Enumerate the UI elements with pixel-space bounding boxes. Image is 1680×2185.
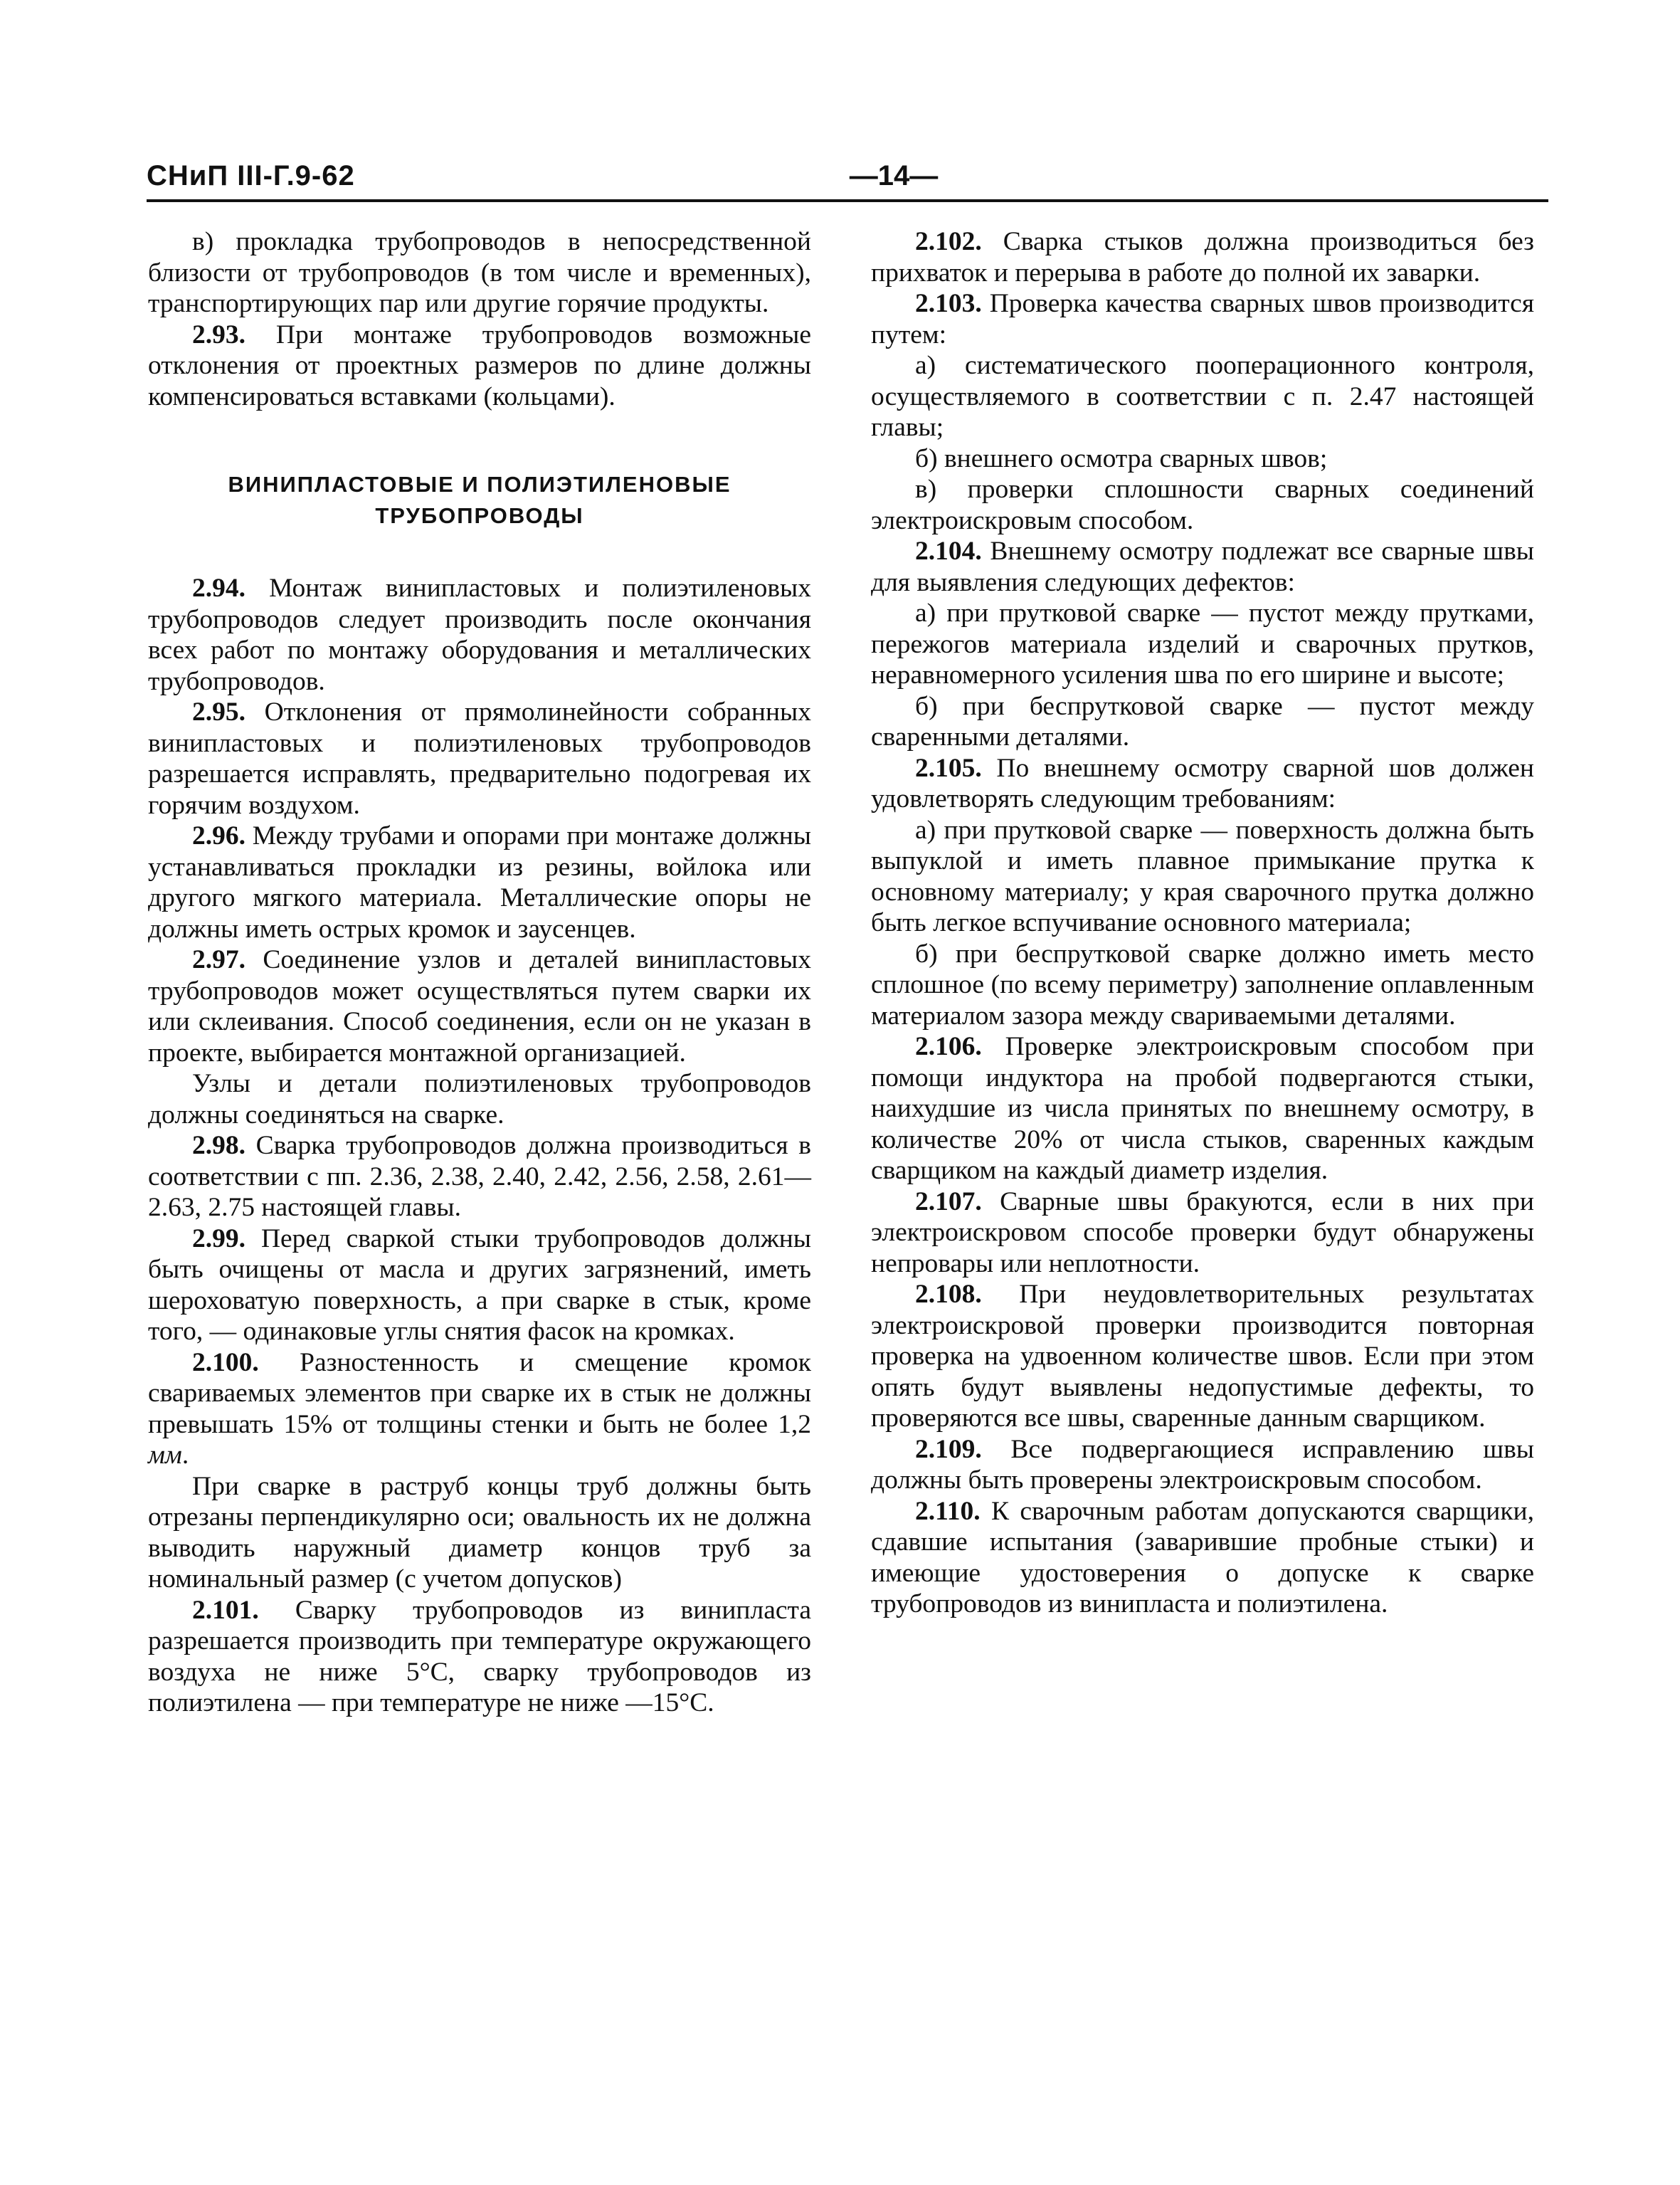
clause-end: . bbox=[181, 1441, 189, 1470]
clause-number: 2.103. bbox=[915, 289, 982, 318]
list-item-2-104-a: а) при прутковой сварке — пустот между прутками, пережогов материала изделий и сварочных прутков, неравномерного усиления шва по его ширине и высоте; bbox=[871, 599, 1534, 690]
clause-number: 2.99. bbox=[192, 1223, 245, 1253]
paragraph-2-94 bbox=[148, 573, 811, 697]
clause-number: 2.97. bbox=[192, 945, 245, 974]
paragraph-2-107 bbox=[871, 1186, 1534, 1280]
clause-number: 2.95. bbox=[192, 697, 245, 727]
clause-text: Между трубами и опорами при монтаже должны устанавливаться прокладки из резины, войлока или другого мягкого материала. Металлические опоры не должны иметь острых кромок и заусенцев. bbox=[148, 821, 811, 944]
page-number: —14— bbox=[849, 160, 939, 191]
paragraph-2-101 bbox=[148, 1595, 811, 1719]
clause-number: 2.105. bbox=[915, 753, 982, 783]
paragraph-2-102 bbox=[871, 226, 1534, 288]
paragraph-2-110 bbox=[871, 1496, 1534, 1620]
clause-text: Сварные швы бракуются, если в них при электроискровом способе проверки будут обнаружены непровары или неплотности. bbox=[871, 1186, 1534, 1278]
clause-text: Соединение узлов и деталей винипластовых трубопроводов может осуществляться путем сварки их или склеивания. Способ соединения, если он не указан в проекте, выбирается монтажной организацией. bbox=[148, 945, 811, 1068]
paragraph-2-100-continued: При сварке в раструб концы труб должны быть отрезаны перпендикулярно оси; овальность их не должна выводить наружный диаметр концов труб за номинальный размер (с учетом допусков) bbox=[148, 1471, 811, 1594]
list-item-2-103-b: б) внешнего осмотра сварных швов; bbox=[915, 443, 1328, 473]
section-title-line-2: ТРУБОПРОВОДЫ bbox=[375, 503, 584, 528]
clause-number: 2.102. bbox=[915, 227, 982, 256]
paragraph-2-105 bbox=[871, 753, 1534, 815]
paragraph-2-95 bbox=[148, 697, 811, 821]
clause-text: Проверке электроискровым способом при помощи индуктора на пробой подвергаются стыки, наихудшие из числа принятых по внешнему осмотру, в количестве 20% от числа стыков, сваренных каждым сварщиком на каждый диаметр изделия. bbox=[871, 1032, 1534, 1185]
clause-number: 2.94. bbox=[192, 574, 245, 603]
clause-number: 2.100. bbox=[192, 1347, 259, 1377]
list-item-2-104-b: б) при беспрутковой сварке — пустот между сваренными деталями. bbox=[871, 691, 1534, 752]
paragraph-2-98 bbox=[148, 1130, 811, 1223]
document-code: СНиП III-Г.9-62 bbox=[147, 160, 355, 191]
clause-number: 2.109. bbox=[915, 1434, 982, 1464]
clause-number: 2.96. bbox=[192, 821, 245, 851]
list-item-2-105-a: а) при прутковой сварке — поверхность должна быть выпуклой и иметь плавное примыкание прутка к основному материалу; у края сварочного прутка должно быть легкое вспучивание основного материала; bbox=[871, 815, 1534, 937]
clause-text: Перед сваркой стыки трубопроводов должны быть очищены от масла и других загрязнений, иметь шероховатую поверхность, а при сварке в стык, кроме того, — одинаковые углы снятия фасок на кромках. bbox=[148, 1223, 811, 1346]
right-column bbox=[871, 226, 1534, 1620]
clause-text: Сварку трубопроводов из винипласта разрешается производить при температуре окружающего воздуха не ниже 5°С, сварку трубопроводов из полиэтилена — при температуре не ниже —15°С. bbox=[148, 1595, 811, 1717]
clause-text: Сварка трубопроводов должна производиться в соответствии с пп. 2.36, 2.38, 2.40, 2.42, 2.56, 2.58, 2.61—2.63, 2.75 настоящей главы. bbox=[148, 1131, 811, 1222]
left-column bbox=[148, 226, 811, 1719]
paragraph-2-100 bbox=[148, 1347, 811, 1471]
clause-number: 2.104. bbox=[915, 537, 982, 566]
clause-number: 2.93. bbox=[192, 320, 245, 349]
clause-number: 2.108. bbox=[915, 1280, 982, 1309]
paragraph-2-97-continued: Узлы и детали полиэтиленовых трубопроводов должны соединяться на сварке. bbox=[148, 1069, 811, 1130]
list-item-2-105-b: б) при беспрутковой сварке должно иметь место сплошное (по всему периметру) заполнение оплавленным материалом зазора между свариваемыми деталями. bbox=[871, 939, 1534, 1031]
clause-number: 2.98. bbox=[192, 1131, 245, 1160]
clause-text: Разностенность и смещение кромок свариваемых элементов при сварке их в стык не должны превышать 15% от толщины стенки и быть не более 1,2 bbox=[148, 1347, 811, 1439]
section-title bbox=[148, 469, 811, 532]
paragraph-2-103 bbox=[871, 288, 1534, 350]
clause-text: При монтаже трубопроводов возможные отклонения от проектных размеров по длине должны компенсироваться вставками (кольцами). bbox=[148, 320, 811, 411]
section-title-line-1: ВИНИПЛАСТОВЫЕ И ПОЛИЭТИЛЕНОВЫЕ bbox=[228, 472, 731, 497]
clause-text: К сварочным работам допускаются сварщики, сдавшие испытания (заварившие пробные стыки) и имеющие удостоверения о допуске к сварке трубопроводов из винипласта и полиэтилена. bbox=[871, 1496, 1534, 1618]
clause-number: 2.110. bbox=[915, 1496, 981, 1526]
list-item-2-103-a: а) систематического пооперационного контроля, осуществляемого в соответствии с п. 2.47 настоящей главы; bbox=[871, 351, 1534, 442]
clause-text: Монтаж винипластовых и полиэтиленовых трубопроводов следует производить после окончания всех работ по монтажу оборудования и металлических трубопроводов. bbox=[148, 574, 811, 696]
clause-text: Отклонения от прямолинейности собранных винипластовых и полиэтиленовых трубопроводов разрешается исправлять, предварительно подогревая их горячим воздухом. bbox=[148, 697, 811, 820]
clause-number: 2.107. bbox=[915, 1186, 982, 1216]
clause-text: При неудовлетворительных результатах электроискровой проверки производится повторная проверка на удвоенном количестве швов. Если при этом опять будут выявлены недопустимые дефекты, то проверяются все швы, сваренные данным сварщиком. bbox=[871, 1280, 1534, 1433]
clause-text: По внешнему осмотру сварной шов должен удовлетворять следующим требованиям: bbox=[871, 753, 1534, 814]
page-header bbox=[147, 158, 1548, 202]
paragraph-2-97 bbox=[148, 944, 811, 1068]
paragraph-2-93 bbox=[148, 320, 811, 413]
clause-number: 2.106. bbox=[915, 1032, 982, 1061]
clause-text: Сварка стыков должна производиться без прихваток и перерыва в работе до полной их заварки. bbox=[871, 227, 1534, 288]
clause-text: Все подвергающиеся исправлению швы должны быть проверены электроискровым способом. bbox=[871, 1434, 1534, 1495]
paragraph-2-99 bbox=[148, 1223, 811, 1347]
list-item-2-103-c: в) проверки сплошности сварных соединений электроискровым способом. bbox=[871, 475, 1534, 535]
paragraph-2-104 bbox=[871, 536, 1534, 598]
clause-text: Проверка качества сварных швов производится путем: bbox=[871, 289, 1534, 349]
clause-number: 2.101. bbox=[192, 1595, 259, 1625]
paragraph-2-108 bbox=[871, 1279, 1534, 1434]
paragraph-2-96 bbox=[148, 821, 811, 944]
clause-text: Внешнему осмотру подлежат все сварные швы для выявления следующих дефектов: bbox=[871, 537, 1534, 597]
paragraph-2-109 bbox=[871, 1434, 1534, 1496]
list-item-v: в) прокладка трубопроводов в непосредственной близости от трубопроводов (в том числе и временных), транспортирующих пар или другие горячие продукты. bbox=[148, 227, 811, 318]
paragraph-2-106 bbox=[871, 1031, 1534, 1186]
unit-text: мм bbox=[148, 1441, 182, 1470]
